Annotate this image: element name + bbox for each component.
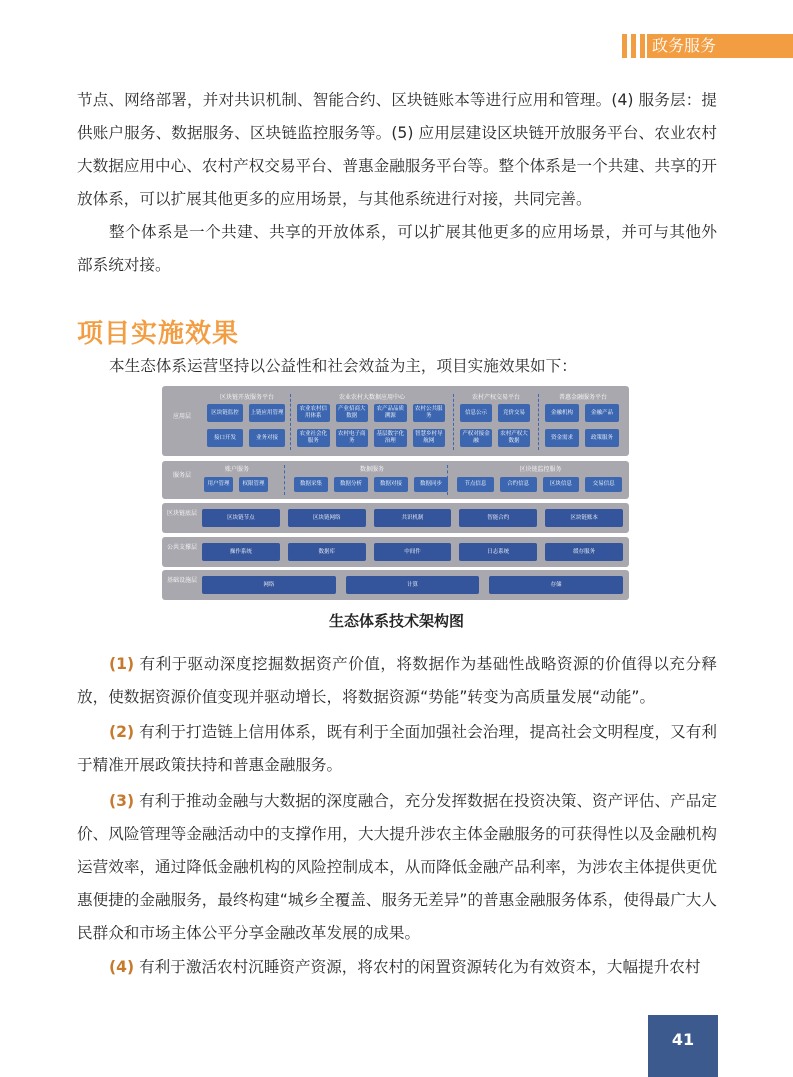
diagram-box: 计算 <box>346 576 480 594</box>
header-decoration <box>622 34 645 58</box>
infrastructure-layer <box>162 570 629 600</box>
support-layer <box>162 537 629 567</box>
diagram-box: 用户管理 <box>204 477 233 492</box>
group-divider <box>538 394 539 450</box>
group-divider <box>453 394 454 450</box>
effect-4 <box>77 951 717 984</box>
diagram-box: 权限管理 <box>239 477 268 492</box>
diagram-box: 节点信息 <box>457 477 494 492</box>
group-title: 区块链监控服务 <box>519 466 562 473</box>
diagram-box: 缓存服务 <box>545 543 623 561</box>
blockchain-layer <box>162 503 629 533</box>
diagram-box: 金融产品 <box>585 404 619 422</box>
page-number: 41 <box>648 1015 718 1077</box>
diagram-box: 农村产权大数据 <box>498 429 530 447</box>
diagram-box: 区块链网络 <box>288 509 366 527</box>
diagram-box: 资金需求 <box>545 429 579 447</box>
section-header: 政务服务 <box>647 34 793 58</box>
group-divider <box>284 465 285 495</box>
diagram-box: 农业农村信用体系 <box>297 404 330 422</box>
diagram-box: 区块链账本 <box>545 509 623 527</box>
diagram-box: 竞价交易 <box>498 404 530 422</box>
diagram-box: 数据对接 <box>374 477 408 492</box>
group-title: 账户服务 <box>224 466 249 473</box>
effect-text: 有利于打造链上信用体系，既有利于全面加强社会治理，提高社会文明程度，又有利于精准开展政策扶持和普惠金融服务。 <box>77 723 717 774</box>
group-title: 数据服务 <box>359 466 384 473</box>
effect-text: 有利于驱动深度挖掘数据资产价值，将数据作为基础性战略资源的价值得以充分释放，使数据资源价值变现并驱动增长，将数据资源“势能”转变为高质量发展“动能”。 <box>77 655 717 706</box>
effect-number: (4) <box>109 958 135 976</box>
group-title: 区块链开放服务平台 <box>219 394 274 401</box>
diagram-box: 存储 <box>489 576 623 594</box>
section-title: 项目实施效果 <box>77 319 240 349</box>
group-divider <box>290 394 291 450</box>
diagram-box: 数据分析 <box>334 477 368 492</box>
diagram-caption: 生态体系技术架构图 <box>328 612 464 630</box>
diagram-box: 中间件 <box>374 543 452 561</box>
app-layer <box>162 386 629 456</box>
diagram-box: 产业招商大数据 <box>336 404 369 422</box>
diagram-box: 农业社会化服务 <box>297 429 330 447</box>
diagram-box: 日志系统 <box>459 543 537 561</box>
diagram-box: 数据库 <box>288 543 366 561</box>
paragraph: 整个体系是一个共建、共享的开放体系，可以扩展其他更多的应用场景，并可与其他外部系统对接。 <box>77 223 717 274</box>
diagram-box: 区块链监控 <box>207 404 243 422</box>
diagram-box: 数据同步 <box>414 477 448 492</box>
diagram-box: 农村公共服务 <box>413 404 446 422</box>
layer-label: 应用层 <box>172 413 191 420</box>
diagram-box: 共识机制 <box>374 509 452 527</box>
effect-3 <box>77 785 717 950</box>
diagram-box: 基层数字化治理 <box>374 429 407 447</box>
intro-text: 本生态体系运营坚持以公益性和社会效益为主，项目实施效果如下： <box>109 357 577 375</box>
group-title: 农业农村大数据应用中心 <box>338 394 405 401</box>
effect-text: 有利于激活农村沉睡资产资源，将农村的闲置资源转化为有效资本，大幅提升农村 <box>134 958 701 976</box>
diagram-box: 操作系统 <box>202 543 280 561</box>
architecture-diagram <box>162 386 629 600</box>
diagram-box: 合约信息 <box>500 477 537 492</box>
effect-number: (3) <box>109 792 135 810</box>
diagram-box: 农产品品质溯源 <box>374 404 407 422</box>
diagram-box: 区块信息 <box>543 477 580 492</box>
diagram-box: 数据采集 <box>294 477 328 492</box>
diagram-box: 政策服务 <box>585 429 619 447</box>
diagram-box: 区块链节点 <box>202 509 280 527</box>
diagram-box: 智慧乡村导航网 <box>413 429 446 447</box>
diagram-box: 农村电子商务 <box>336 429 369 447</box>
group-title: 普惠金融服务平台 <box>558 394 607 401</box>
layer-label: 服务层 <box>172 472 191 479</box>
diagram-box: 上链应用管理 <box>249 404 285 422</box>
effect-text: 有利于推动金融与大数据的深度融合，充分发挥数据在投资决策、资产评估、产品定价、风险管理等金融活动中的支撑作用，大大提升涉农主体金融服务的可获得性以及金融机构运营效率，通过降低金融机构的风险控制成本，从而降低金融产品利率，为涉农主体提供更优惠便捷的金融服务，最终构建“城乡全覆盖、服务无差异”的普惠金融服务体系，使得最广大人民群众和市场主体公平分享金融改革发展的成果。 <box>77 792 717 942</box>
effect-number: (2) <box>109 723 135 741</box>
effect-2 <box>77 716 717 782</box>
diagram-box: 金融机构 <box>545 404 579 422</box>
layer-label: 基础设施层 <box>166 577 197 584</box>
effect-number: (1) <box>109 655 135 673</box>
diagram-box: 交易信息 <box>585 477 622 492</box>
service-layer <box>162 461 629 499</box>
group-title: 农村产权交易平台 <box>471 394 520 401</box>
diagram-box: 业务对接 <box>249 429 285 447</box>
diagram-box: 信息公示 <box>460 404 492 422</box>
diagram-box: 网络 <box>202 576 336 594</box>
diagram-box: 产权对接金融 <box>460 429 492 447</box>
diagram-box: 接口开发 <box>207 429 243 447</box>
effect-1 <box>77 648 717 714</box>
diagram-box: 智能合约 <box>459 509 537 527</box>
layer-label: 区块链底层 <box>166 510 197 517</box>
group-divider <box>447 465 448 495</box>
layer-label: 公共支撑层 <box>166 544 197 551</box>
paragraph: 节点、网络部署，并对共识机制、智能合约、区块链账本等进行应用和管理。(4) 服务层：提供账户服务、数据服务、区块链监控服务等。(5) 应用层建设区块链开放服务平台、农业农村大数据应用中心、农村产权交易平台、普惠金融服务平台等。整个体系是一个共建、共享的开放体系，可以扩展其他更多的应用场景，与其他系统进行对接，共同完善。 <box>77 91 717 208</box>
